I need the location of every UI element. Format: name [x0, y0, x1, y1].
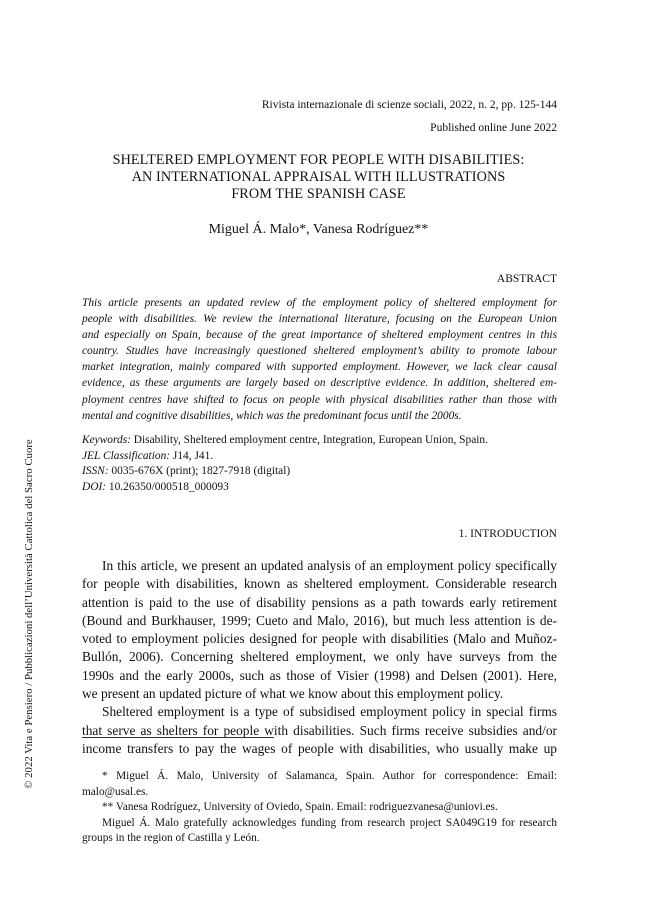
- side-copyright: © 2022 Vita e Pensiero / Pubblicazioni dell’Università Cattolica del Sacro Cuore: [23, 439, 35, 789]
- title-line: SHELTERED EMPLOYMENT FOR PEOPLE WITH DISABILITIES:: [112, 152, 525, 168]
- body-line: (Bound and Burkhauser, 1999; Cueto and Malo, 2016), but much less attention is de-: [82, 612, 557, 628]
- body-line: for people with disabilities, known as sheltered employment. Considerable research: [82, 576, 557, 592]
- body-line: attention is paid to the use of disability pensions as a path towards early retirement: [82, 594, 557, 610]
- section-heading: 1. INTRODUCTION: [458, 528, 557, 540]
- jel-classification: [82, 449, 557, 465]
- body-line: income transfers to pay the wages of people with disabilities, who usually make up: [82, 740, 557, 756]
- footnote-separator: [82, 737, 274, 738]
- doi-value: 10.26350/000518_000093: [106, 480, 229, 493]
- journal-citation: Rivista internazionale di scienze sociali, 2022, n. 2, pp. 125-144: [261, 99, 557, 111]
- footnote-line: * Miguel Á. Malo, University of Salamanca, Spain. Author for correspondence: Email:: [102, 770, 557, 782]
- abstract-text: [82, 295, 557, 424]
- keywords-value: Disability, Sheltered employment centre, Integration, European Union, Spain.: [130, 434, 488, 446]
- issn-value: 0035-676X (print); 1827-7918 (digital): [108, 465, 291, 478]
- issn: [82, 464, 557, 480]
- footnotes: [82, 769, 557, 847]
- issn-label: ISSN:: [82, 465, 109, 478]
- abstract-line: This article presents an updated review of the employment policy of sheltered employment for: [82, 297, 557, 309]
- title-line: AN INTERNATIONAL APPRAISAL WITH ILLUSTRATIONS: [131, 169, 506, 185]
- body-line: that serve as shelters for people with disabilities. Such firms receive subsidies and/or: [82, 722, 557, 738]
- footnote-line: groups in the region of Castilla y León.: [82, 832, 260, 844]
- body-line: voted to employment policies designed for people with disabilities (Malo and Muñoz-: [82, 631, 557, 647]
- jel-label: JEL Classification:: [82, 449, 171, 462]
- body-line: Sheltered employment is a type of subsidised employment policy in special firms: [102, 704, 557, 720]
- abstract-line: country. Studies have increasingly questioned sheltered employment’s ability to promote labour: [82, 345, 557, 358]
- abstract-line: people with disabilities. We review the international literature, focusing on the European Union: [82, 313, 557, 326]
- body-line: In this article, we present an updated analysis of an employment policy specifically: [102, 558, 557, 573]
- doi-label: DOI:: [82, 480, 107, 493]
- keywords: [82, 433, 557, 449]
- body-text: [82, 557, 557, 758]
- body-line: 1990s and the early 2000s, such as those of Visier (1998) and Delsen (2001). Here,: [82, 667, 557, 683]
- published-date: Published online June 2022: [430, 122, 557, 134]
- body-line: Bullón, 2006). Concerning sheltered employment, we only have surveys from the: [82, 649, 557, 665]
- abstract-heading: ABSTRACT: [496, 273, 557, 285]
- footnote-line: ** Vanesa Rodríguez, University of Oviedo, Spain. Email: rodriguezvanesa@uniovi.es.: [102, 801, 498, 813]
- keywords-label: Keywords:: [82, 434, 131, 446]
- authors: Miguel Á. Malo*, Vanesa Rodríguez**: [208, 222, 429, 237]
- jel-value: J14, J41.: [170, 449, 214, 462]
- body-line: we present an updated picture of what we know about this employment policy.: [82, 686, 504, 702]
- title-line: FROM THE SPANISH CASE: [231, 186, 406, 202]
- abstract-line: market integration, mainly compared with supported employment. However, we lack clear causal: [82, 361, 557, 374]
- abstract-line: ployment centres have shifted to focus on people with physical disabilities rather than those with: [82, 393, 557, 406]
- abstract-line: mental and cognitive disabilities, which was the predominant focus until the 2000s.: [82, 409, 462, 422]
- footnote-line: malo@usal.es.: [82, 785, 149, 798]
- abstract-line: and especially on Spain, because of the great importance of sheltered employment centres in this: [82, 329, 557, 342]
- article-title: [80, 152, 557, 203]
- doi: [82, 480, 557, 496]
- abstract-line: evidence, as these arguments are largely based on descriptive evidence. In addition, sheltered em-: [82, 377, 557, 390]
- footnote-line: Miguel Á. Malo gratefully acknowledges funding from research project SA049G19 for research: [102, 816, 557, 829]
- article-metadata: [82, 433, 557, 495]
